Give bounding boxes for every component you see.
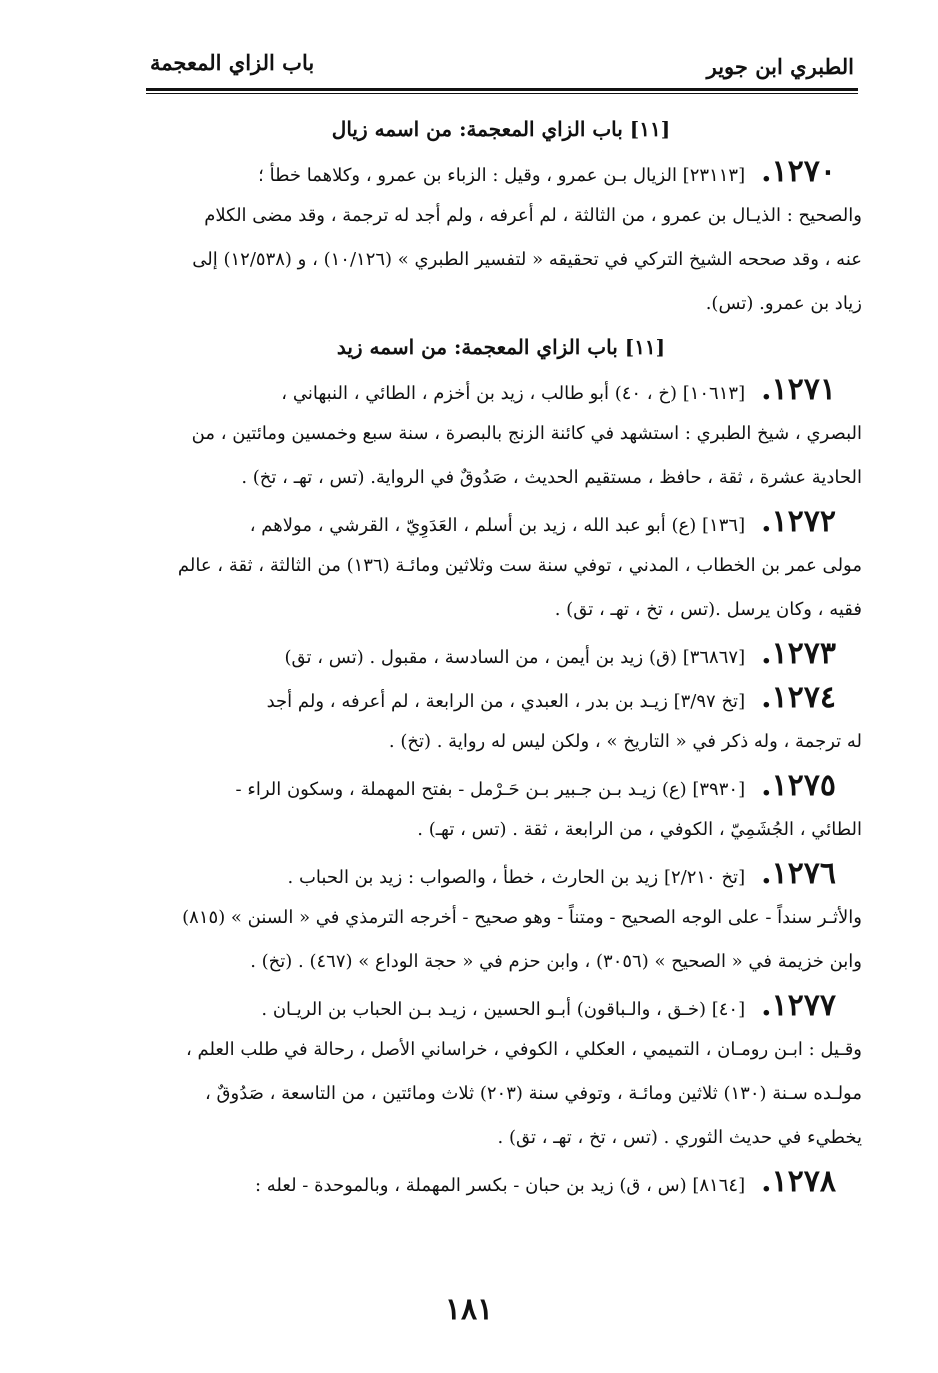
entry-first-line bbox=[140, 676, 862, 720]
entry-line bbox=[140, 1028, 862, 1072]
entry-line bbox=[140, 1072, 862, 1116]
entry-first-line bbox=[140, 368, 862, 412]
entry-text: [٤٠] (خـق ، والـباقون) أبـو الحسين ، زيـد بـن الحباب بن الريـان . bbox=[261, 999, 746, 1020]
entry-text: [تخ ٢/٢١٠] زيد بن الحارث ، خطأ ، والصواب : زيد بن الحباب . bbox=[287, 867, 746, 888]
section-heading: [١١] باب الزاي المعجمة: من اسمه زيد bbox=[336, 335, 666, 359]
entry-number: ١٢٧١. bbox=[761, 372, 836, 407]
entry-text: وقـيل : ابـن رومـان ، التميمي ، العكلي ، الكوفي ، خراساني الأصل ، رحالة في طلب العلم ، bbox=[185, 1039, 862, 1060]
header-rule-thin bbox=[146, 93, 858, 94]
entry-text: [١٠٦١٣] (خ ، ٤٠) أبو طالب ، زيد بن أخزم ، الطائي ، النبهاني ، bbox=[281, 383, 746, 404]
entry-number: ١٢٧٢. bbox=[761, 504, 836, 539]
entry-text: [٣٦٨٦٧] (ق) زيد بن أيمن ، من السادسة ، مقبول . (تس ، تق) bbox=[284, 647, 746, 668]
entry-text: الطائي ، الجُشَمِيّ ، الكوفي ، من الرابعة ، ثقة . (تس ، تهـ) . bbox=[417, 819, 862, 840]
page-body bbox=[140, 108, 862, 1204]
entry-text: له ترجمة ، وله ذكر في « التاريخ » ، ولكن ليس له رواية . (تخ) . bbox=[388, 731, 862, 752]
entry-number: ١٢٧٣. bbox=[761, 636, 836, 671]
entry-text: [٣٩٣٠] (ع) زيـد بـن جـبير بـن حَـرْمل - بفتح المهملة ، وسكون الراء - bbox=[235, 779, 746, 800]
entry-text: [٨١٦٤] (س ، ق) زيد بن حبان - بكسر المهملة ، وبالموحدة - لعله : bbox=[255, 1175, 746, 1196]
entry-text: البصري ، شيخ الطبري : استشهد في كائنة الزنج بالبصرة ، سنة سبع وخمسين ومائتين ، من bbox=[191, 423, 862, 444]
section-heading: [١١] باب الزاي المعجمة: من اسمه زيال bbox=[331, 117, 671, 141]
entry-number: ١٢٧٦. bbox=[761, 856, 836, 891]
entry-text: زياد بن عمرو. (تس). bbox=[705, 293, 862, 314]
entry-text: فقيه ، وكان يرسل .(تس ، تخ ، تهـ ، تق) . bbox=[554, 599, 862, 620]
entry-number: ١٢٧٨. bbox=[761, 1164, 836, 1199]
entry-line bbox=[140, 238, 862, 282]
entry-first-line bbox=[140, 632, 862, 676]
entry-text: [تخ ٣/٩٧] زيـد بن بدر ، العبدي ، من الرابعة ، لم أعرفه ، ولم أجد bbox=[266, 691, 746, 712]
entry-first-line bbox=[140, 1160, 862, 1204]
entry-line bbox=[140, 282, 862, 326]
entry-line bbox=[140, 456, 862, 500]
entry-text: مولـده سـنة (١٣٠) ثلاثين ومائـة ، وتوفي سنة (٢٠٣) ثلاث ومائتين ، من التاسعة ، صَدُوقٌ ، bbox=[205, 1083, 862, 1104]
entry-number: ١٢٧٤. bbox=[761, 680, 836, 715]
entry-line bbox=[140, 896, 862, 940]
entry-line bbox=[140, 194, 862, 238]
entry-text: يخطيء في حديث الثوري . (تس ، تخ ، تهـ ، تق) . bbox=[497, 1127, 862, 1148]
entry-line bbox=[140, 1116, 862, 1160]
entry-line bbox=[140, 720, 862, 764]
entry-text: وابن خزيمة في « الصحيح » (٣٠٥٦) ، وابن حزم في « حجة الوداع » (٤٦٧) . (تخ) . bbox=[250, 951, 862, 972]
entry-text: مولى عمر بن الخطاب ، المدني ، توفي سنة ست وثلاثين ومائـة (١٣٦) من الثالثة ، ثقة ، عالم bbox=[177, 555, 862, 576]
entry-text: والصحيح : الذيـال بن عمرو ، من الثالثة ، لم أعرفه ، ولم أجد له ترجمة ، وقد مضى الكلام bbox=[204, 205, 862, 226]
entry-text: الحادية عشرة ، ثقة ، حافظ ، مستقيم الحديث ، صَدُوقٌ في الرواية. (تس ، تهـ ، تخ) . bbox=[241, 467, 862, 488]
entry-number: ١٢٧٧. bbox=[761, 988, 836, 1023]
entry-number: ١٢٧٠. bbox=[761, 154, 836, 189]
header-rule bbox=[146, 88, 858, 91]
entry-text: عنه ، وقد صححه الشيخ التركي في تحقيقه « لتفسير الطبري » (١٠/١٢٦) ، و (١٢/٥٣٨) إلى bbox=[192, 249, 862, 270]
entry-first-line bbox=[140, 764, 862, 808]
page-number: ١٨١ bbox=[444, 1292, 494, 1327]
entry-line bbox=[140, 412, 862, 456]
entry-number: ١٢٧٥. bbox=[761, 768, 836, 803]
running-head-chapter: باب الزاي المعجمة bbox=[150, 50, 315, 75]
entry-line bbox=[140, 808, 862, 852]
entry-first-line bbox=[140, 852, 862, 896]
entry-line bbox=[140, 588, 862, 632]
entry-first-line bbox=[140, 984, 862, 1028]
entry-text: [١٣٦] (ع) أبو عبد الله ، زيد بن أسلم ، العَدَوِيّ ، القرشي ، مولاهم ، bbox=[249, 515, 746, 536]
entry-line bbox=[140, 940, 862, 984]
entry-first-line bbox=[140, 500, 862, 544]
running-head-author: الطبري ابن جوير bbox=[706, 54, 854, 79]
entry-text: والأثـر سنداً - على الوجه الصحيح - ومتناً - وهو صحيح - أخرجه الترمذي في « السنن » (٨١٥) bbox=[182, 907, 862, 928]
entry-text: [٢٣١١٣] الزيال بـن عمرو ، وقيل : الزباء بن عمرو ، وكلاهما خطأ ؛ bbox=[258, 165, 746, 186]
entry-first-line bbox=[140, 150, 862, 194]
entry-line bbox=[140, 544, 862, 588]
